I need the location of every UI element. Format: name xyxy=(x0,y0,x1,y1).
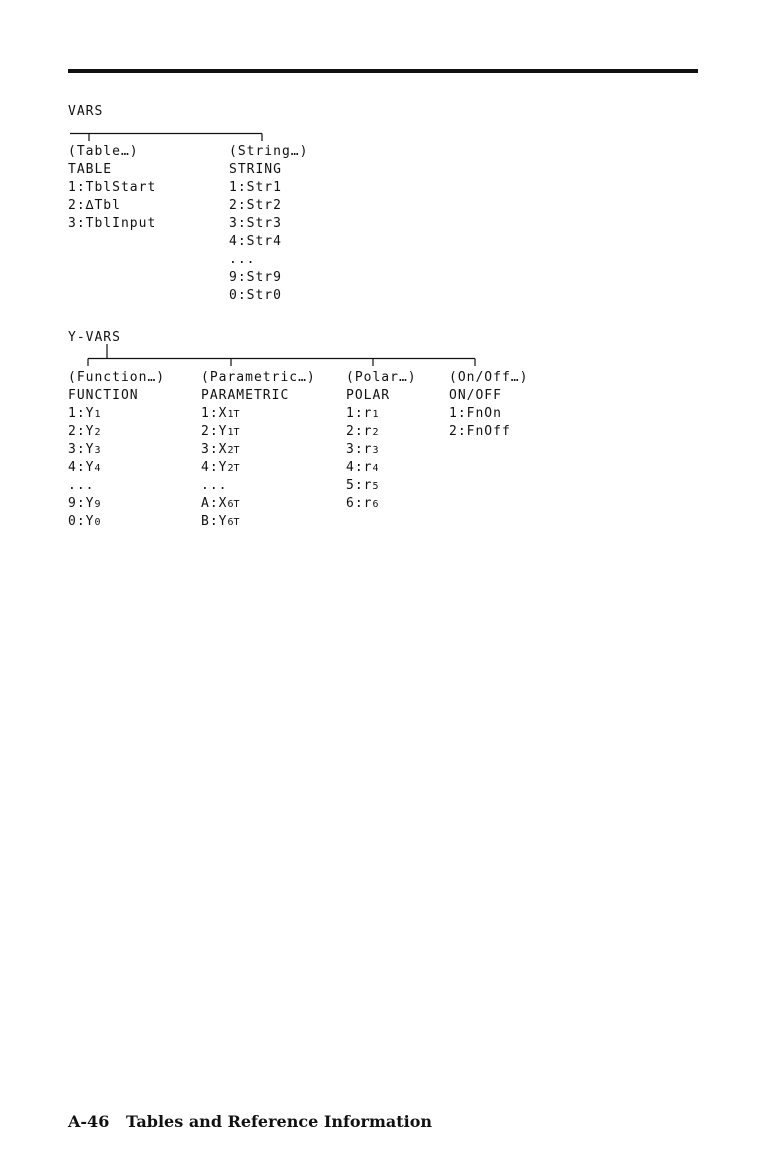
item-subscript: 9 xyxy=(94,499,101,510)
onoff-menu-name: ON/OFF xyxy=(449,388,502,403)
string-menu-item: 3:Str3 xyxy=(229,216,282,231)
string-menu-item: 9:Str9 xyxy=(229,270,282,285)
function-menu-item xyxy=(68,405,165,423)
yvars-menu-title: Y-VARS xyxy=(68,330,121,345)
string-menu-ellipsis: ... xyxy=(229,252,256,267)
item-label: ... xyxy=(68,478,95,493)
item-label: 3:Y xyxy=(68,442,95,457)
section-title: Tables and Reference Information xyxy=(126,1112,433,1131)
parametric-menu-column xyxy=(201,369,316,531)
polar-menu-name: POLAR xyxy=(346,388,391,403)
page-number: A-46 xyxy=(68,1112,110,1131)
item-subscript: 2 xyxy=(94,427,101,438)
item-subscript: 3 xyxy=(94,445,101,456)
item-subscript: 2T xyxy=(227,445,240,456)
onoff-menu-item: 1:FnOn xyxy=(449,406,502,421)
parametric-menu-item xyxy=(201,459,316,477)
table-menu-header: (Table…) xyxy=(68,144,139,159)
item-subscript: 1T xyxy=(227,409,240,420)
polar-menu-item xyxy=(346,441,417,459)
table-menu-item: 1:TblStart xyxy=(68,180,157,195)
polar-menu-column xyxy=(346,369,417,513)
string-menu-name: STRING xyxy=(229,162,282,177)
item-subscript: 1T xyxy=(227,427,240,438)
item-subscript: 2T xyxy=(227,463,240,474)
item-subscript: 1 xyxy=(94,409,101,420)
item-label: B:Y xyxy=(201,514,228,529)
polar-menu-item xyxy=(346,477,417,495)
item-subscript: 1 xyxy=(372,409,379,420)
function-menu-name: FUNCTION xyxy=(68,388,139,403)
page-footer xyxy=(68,1112,432,1131)
onoff-menu-header: (On/Off…) xyxy=(449,370,529,385)
parametric-menu-header: (Parametric…) xyxy=(201,370,316,385)
item-label: 1:Y xyxy=(68,406,95,421)
item-label: 3:r xyxy=(346,442,373,457)
polar-menu-item xyxy=(346,495,417,513)
string-menu-header: (String…) xyxy=(229,144,309,159)
parametric-menu-name: PARAMETRIC xyxy=(201,388,290,403)
function-menu-header: (Function…) xyxy=(68,370,166,385)
item-label: 5:r xyxy=(346,478,373,493)
parametric-menu-ellipsis xyxy=(201,477,316,495)
item-label: 9:Y xyxy=(68,496,95,511)
item-subscript: 2 xyxy=(372,427,379,438)
parametric-menu-item xyxy=(201,495,316,513)
item-label: 0:Y xyxy=(68,514,95,529)
item-subscript: 4 xyxy=(94,463,101,474)
item-subscript: 6 xyxy=(372,499,379,510)
item-label: ... xyxy=(201,478,228,493)
parametric-menu-item xyxy=(201,423,316,441)
item-label: 1:X xyxy=(201,406,228,421)
function-menu-item xyxy=(68,441,165,459)
polar-menu-item xyxy=(346,423,417,441)
item-subscript: 6T xyxy=(227,517,240,528)
item-label: 2:Y xyxy=(201,424,228,439)
function-menu-ellipsis xyxy=(68,477,165,495)
function-menu-column xyxy=(68,369,165,531)
parametric-menu-item xyxy=(201,405,316,423)
item-label: 4:r xyxy=(346,460,373,475)
top-rule xyxy=(68,69,698,73)
string-menu-item: 0:Str0 xyxy=(229,288,282,303)
table-menu-column xyxy=(68,143,156,233)
function-menu-item xyxy=(68,423,165,441)
item-label: 2:r xyxy=(346,424,373,439)
onoff-menu-column xyxy=(449,369,528,441)
polar-menu-item xyxy=(346,405,417,423)
onoff-menu-item: 2:FnOff xyxy=(449,424,511,439)
string-menu-item: 2:Str2 xyxy=(229,198,282,213)
item-label: 6:r xyxy=(346,496,373,511)
item-subscript: 3 xyxy=(372,445,379,456)
function-menu-item xyxy=(68,495,165,513)
string-menu-item: 1:Str1 xyxy=(229,180,282,195)
item-subscript: 5 xyxy=(372,481,379,492)
table-menu-name: TABLE xyxy=(68,162,113,177)
polar-menu-header: (Polar…) xyxy=(346,370,417,385)
item-label: A:X xyxy=(201,496,228,511)
string-menu-column xyxy=(229,143,308,305)
item-label: 4:Y xyxy=(68,460,95,475)
table-menu-item: 3:TblInput xyxy=(68,216,157,231)
item-subscript: 6T xyxy=(227,499,240,510)
string-menu-item: 4:Str4 xyxy=(229,234,282,249)
item-subscript: 0 xyxy=(94,517,101,528)
function-menu-item xyxy=(68,513,165,531)
item-label: 2:Y xyxy=(68,424,95,439)
item-label: 1:r xyxy=(346,406,373,421)
vars-menu-title: VARS xyxy=(68,104,104,119)
item-subscript: 4 xyxy=(372,463,379,474)
parametric-menu-item xyxy=(201,513,316,531)
polar-menu-item xyxy=(346,459,417,477)
parametric-menu-item xyxy=(201,441,316,459)
table-menu-item: 2:∆Tbl xyxy=(68,198,121,213)
function-menu-item xyxy=(68,459,165,477)
item-label: 4:Y xyxy=(201,460,228,475)
item-label: 3:X xyxy=(201,442,228,457)
